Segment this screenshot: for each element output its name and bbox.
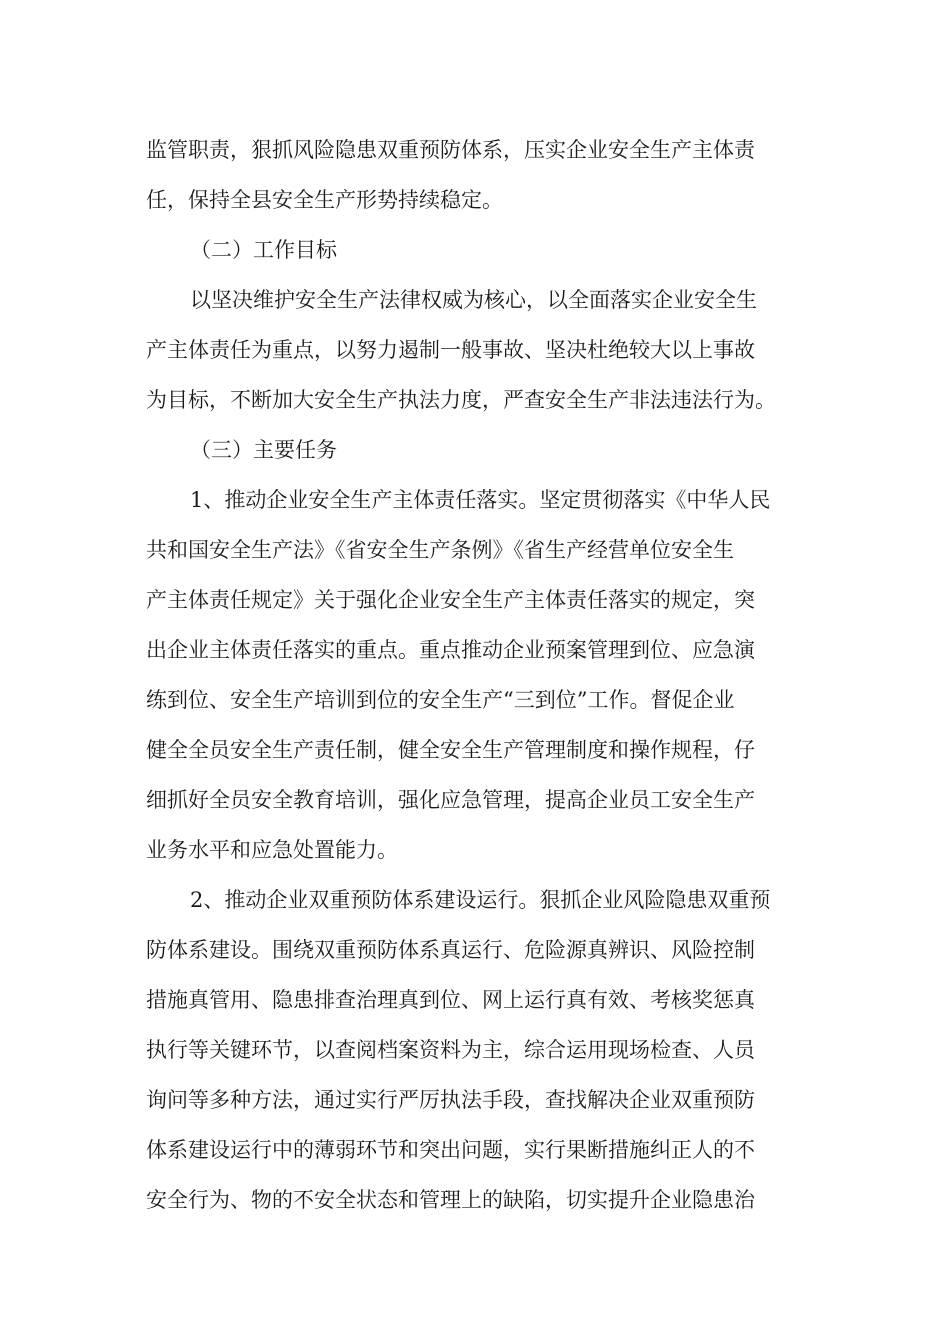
body-text-line: 执行等关键环节，以查阅档案资料为主，综合运用现场检查、人员 [146,1038,755,1062]
body-text-line: 监管职责，狠抓风险隐患双重预防体系，压实企业安全生产主体责 [146,138,755,162]
body-text-line: 措施真管用、隐患排查治理真到位、网上运行真有效、考核奖惩真 [146,988,755,1012]
body-text-line: 业务水平和应急处置能力。 [146,838,398,862]
body-text-line: 出企业主体责任落实的重点。重点推动企业预案管理到位、应急演 [146,638,755,662]
body-text-line: 为目标，不断加大安全生产执法力度，严查安全生产非法违法行为。 [146,388,776,412]
body-text-line: 产主体责任为重点，以努力遏制一般事故、坚决杜绝较大以上事故 [146,338,755,362]
body-text-line: 体系建设运行中的薄弱环节和突出问题，实行果断措施纠正人的不 [146,1138,755,1162]
body-text-line: 练到位、安全生产培训到位的安全生产“三到位”工作。督促企业 [146,688,735,712]
body-text-line: 共和国安全生产法》《省安全生产条例》《省生产经营单位安全生 [146,538,734,562]
body-text-line: 询问等多种方法，通过实行严厉执法手段，查找解决企业双重预防 [146,1088,755,1112]
body-text-line: 产主体责任规定》关于强化企业安全生产主体责任落实的规定，突 [146,588,755,612]
body-text-line: 细抓好全员安全教育培训，强化应急管理，提高企业员工安全生产 [146,788,755,812]
body-text-line: 任，保持全县安全生产形势持续稳定。 [146,188,503,212]
section-heading: （三）主要任务 [190,438,337,462]
body-text-line: 2、推动企业双重预防体系建设运行。狠抓企业风险隐患双重预 [190,888,771,912]
body-text-line: 安全行为、物的不安全状态和管理上的缺陷，切实提升企业隐患治 [146,1188,755,1212]
body-text-line: 健全全员安全生产责任制，健全安全生产管理制度和操作规程，仔 [146,738,755,762]
body-text-line: 防体系建设。围绕双重预防体系真运行、危险源真辨识、风险控制 [146,938,755,962]
body-text-line: 以坚决维护安全生产法律权威为核心，以全面落实企业安全生 [190,288,757,312]
body-text-line: 1、推动企业安全生产主体责任落实。坚定贯彻落实《中华人民 [190,488,771,512]
section-heading: （二）工作目标 [190,238,337,262]
